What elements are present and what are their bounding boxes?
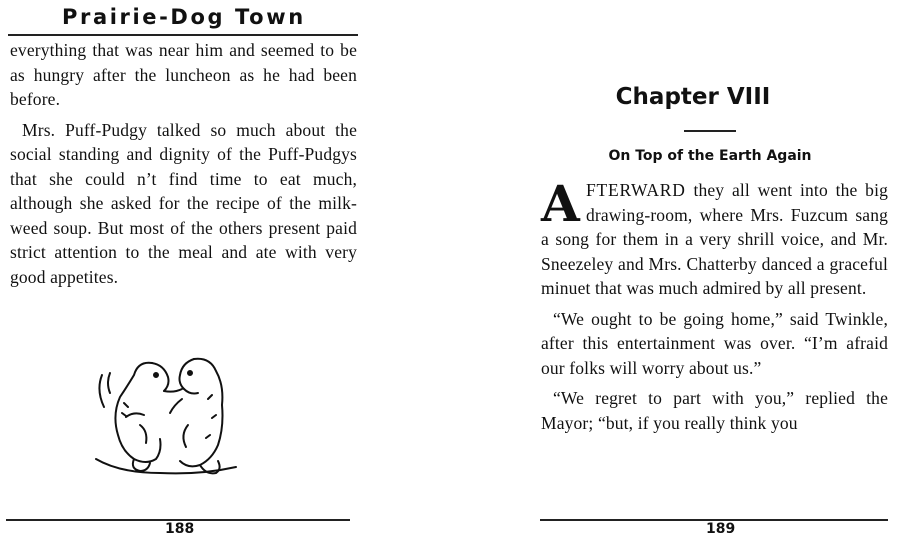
paragraph (541, 174, 888, 301)
left-page (0, 0, 450, 541)
paragraph-text: they all went into the big drawing-room, where Mrs. Fuzcum sang a song for them in a very shrill voice, and Mr. Sneezeley and Mrs. Chatterby danced a graceful minuet that was much admired by all present. (541, 180, 888, 298)
drop-cap: A (541, 174, 580, 233)
chapter-rule (684, 130, 736, 132)
paragraph: “We ought to be going home,” said Twinkle, after this entertainment was over. “I’m afraid our folks will worry about us.” (541, 308, 888, 378)
chapter-title: Chapter VIII (615, 84, 771, 110)
page-number: 188 (165, 521, 195, 537)
header-rule (8, 34, 358, 36)
running-head: Prairie-Dog Town (62, 5, 306, 29)
two-prairie-dogs-illustration (90, 355, 240, 480)
left-page-text (10, 38, 357, 289)
right-page-text (541, 174, 888, 435)
paragraph: Mrs. Puff-Pudgy talked so much about the social standing and dignity of the Puff-Pudgys that she could n’t find time to eat much, although she asked for the recipe of the milk-weed soup. But most of the others present paid strict attention to the meal and ate with very good appetites. (10, 119, 357, 287)
paragraph: “We regret to part with you,” replied the Mayor; “but, if you really think you (541, 388, 888, 433)
right-page (450, 0, 901, 541)
chapter-subtitle: On Top of the Earth Again (608, 148, 812, 164)
first-word: FTERWARD (585, 180, 686, 200)
page-number: 189 (706, 521, 736, 537)
paragraph: everything that was near him and seemed to be as hungry after the luncheon as he had been before. (10, 40, 357, 109)
